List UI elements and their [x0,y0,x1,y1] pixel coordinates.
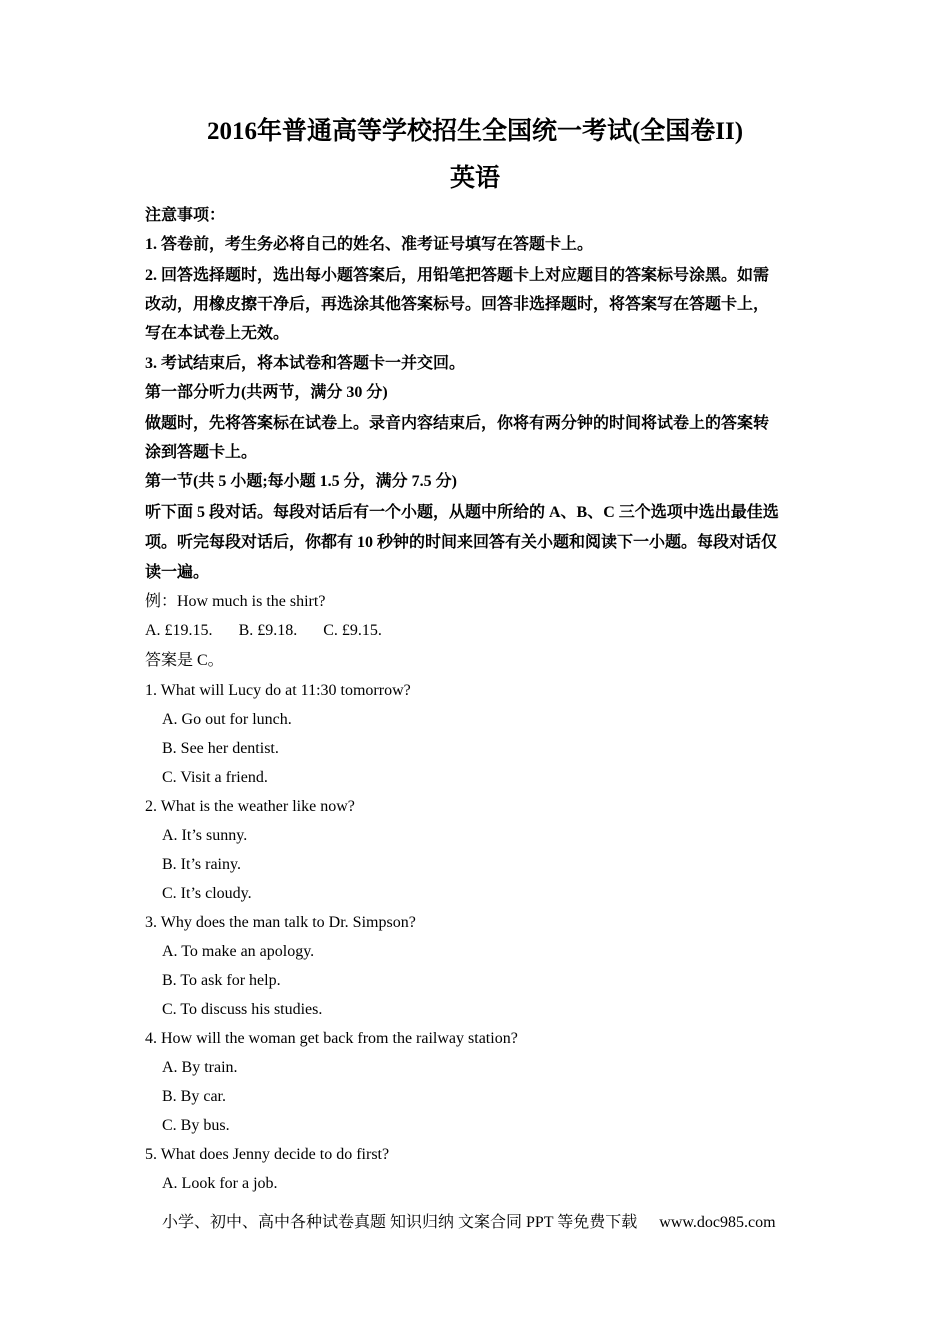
question-4: 4. How will the woman get back from the railway station? [145,1030,518,1047]
question-1-option-a: A. Go out for lunch. [162,711,292,728]
question-3-option-a: A. To make an apology. [162,943,315,960]
example-option-a: A. £19.15. [145,622,213,639]
part1-instruction-line-2: 涂到答题卡上。 [145,444,258,461]
question-4-option-b: B. By car. [162,1088,226,1105]
section1-instruction-line-2: 项。听完每段对话后，你都有 10 秒钟的时间来回答有关小题和阅读下一小题。每段对话仅 [145,534,778,551]
question-1: 1. What will Lucy do at 11:30 tomorrow? [145,682,411,699]
page-title: 2016年普通高等学校招生全国统一考试(全国卷II) [206,118,744,145]
subject-title: 英语 [449,165,500,192]
question-4-option-c: C. By bus. [162,1117,230,1134]
section1-instruction-line-3: 读一遍。 [145,564,210,581]
question-3: 3. Why does the man talk to Dr. Simpson? [145,914,416,931]
section1-heading: 第一节(共 5 小题;每小题 1.5 分，满分 7.5 分) [145,473,457,490]
example-question: 例：How much is the shirt? [145,593,326,610]
question-2: 2. What is the weather like now? [145,798,355,815]
notice-item-1: 1. 答卷前，考生务必将自己的姓名、准考证号填写在答题卡上。 [145,236,594,253]
example-options [145,620,382,642]
question-5-option-a: A. Look for a job. [162,1175,278,1192]
example-option-c: C. £9.15. [323,622,382,639]
notice-item-3: 3. 考试结束后，将本试卷和答题卡一并交回。 [145,355,466,372]
question-4-option-a: A. By train. [162,1059,238,1076]
footer-url[interactable]: www.doc985.com [659,1214,776,1231]
notice-item-2-line-3: 写在本试卷上无效。 [145,325,290,342]
notice-heading: 注意事项： [145,207,226,224]
part1-heading: 第一部分听力(共两节，满分 30 分) [145,384,388,401]
example-answer: 答案是 C。 [145,652,224,669]
footer-text: 小学、初中、高中各种试卷真题 知识归纳 文案合同 PPT 等免费下载 [162,1214,638,1231]
question-2-option-b: B. It’s rainy. [162,856,241,873]
example-option-b: B. £9.18. [238,622,298,639]
section1-instruction-line-1: 听下面 5 段对话。每段对话后有一个小题，从题中所给的 A、B、C 三个选项中选出最佳选 [145,504,779,521]
part1-instruction-line-1: 做题时，先将答案标在试卷上。录音内容结束后，你将有两分钟的时间将试卷上的答案转 [145,415,770,432]
question-2-option-a: A. It’s sunny. [162,827,248,844]
page-footer [162,1212,776,1234]
question-5: 5. What does Jenny decide to do first? [145,1146,390,1163]
question-3-option-b: B. To ask for help. [162,972,281,989]
notice-item-2-line-1: 2. 回答选择题时，选出每小题答案后，用铅笔把答题卡上对应题目的答案标号涂黑。如需 [145,267,770,284]
question-2-option-c: C. It’s cloudy. [162,885,252,902]
question-1-option-b: B. See her dentist. [162,740,279,757]
notice-item-2-line-2: 改动，用橡皮擦干净后，再选涂其他答案标号。回答非选择题时，将答案写在答题卡上， [145,296,770,313]
question-1-option-c: C. Visit a friend. [162,769,268,786]
question-3-option-c: C. To discuss his studies. [162,1001,323,1018]
